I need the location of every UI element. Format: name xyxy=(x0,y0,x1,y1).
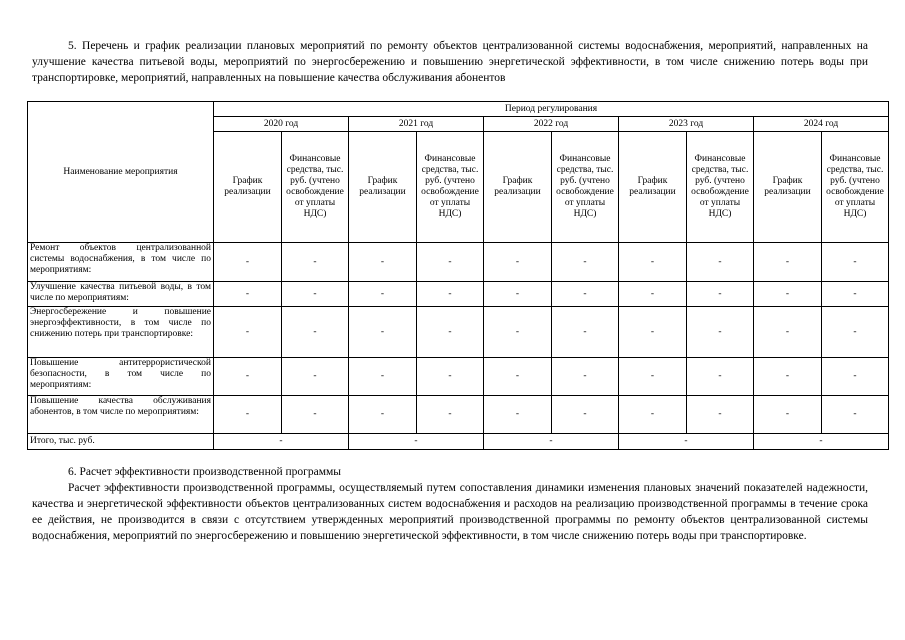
schedule-header: График реализации xyxy=(214,132,282,243)
name-column-header: Наименование мероприятия xyxy=(28,102,214,243)
table-cell: - xyxy=(349,282,417,307)
section-5-heading-text: 5. Перечень и график реализации плановых мероприятий по ремонту объектов централизованной системы водоснабжения, мероприятий, направленных на улучшение качества питьевой воды, мероприятий по энергосбережению и повышению энергетической эффективности, в том числе снижению потерь воды при транспортировке, мероприятий, направленных на повышение качества обслуживания абонентов xyxy=(32,40,868,84)
table-cell: - xyxy=(417,243,484,282)
total-cell: - xyxy=(619,434,754,450)
year-header: 2023 год xyxy=(619,117,754,132)
activity-name: Повышение антитеррористической безопасности, в том числе по мероприятиям: xyxy=(28,358,214,396)
table-cell: - xyxy=(687,396,754,434)
total-cell: - xyxy=(484,434,619,450)
table-cell: - xyxy=(619,243,687,282)
funds-header: Финансовые средства, тыс. руб. (учтено освобождение от уплаты НДС) xyxy=(552,132,619,243)
table-cell: - xyxy=(417,396,484,434)
table-cell: - xyxy=(282,307,349,358)
activity-name: Повышение качества обслуживания абонентов, в том числе по мероприятиям: xyxy=(28,396,214,434)
table-cell: - xyxy=(822,307,889,358)
table-cell: - xyxy=(282,243,349,282)
schedule-header: График реализации xyxy=(754,132,822,243)
table-row xyxy=(28,282,889,307)
total-label: Итого, тыс. руб. xyxy=(28,434,214,450)
section-5-heading xyxy=(32,38,868,86)
table-cell: - xyxy=(484,396,552,434)
table-cell: - xyxy=(619,396,687,434)
table-cell: - xyxy=(282,282,349,307)
table-cell: - xyxy=(484,358,552,396)
total-row xyxy=(28,434,889,450)
table-cell: - xyxy=(822,358,889,396)
table-cell: - xyxy=(417,307,484,358)
table-cell: - xyxy=(349,358,417,396)
table-cell: - xyxy=(552,307,619,358)
table-cell: - xyxy=(822,396,889,434)
period-header: Период регулирования xyxy=(214,102,889,117)
table-cell: - xyxy=(349,396,417,434)
total-cell: - xyxy=(754,434,889,450)
table-cell: - xyxy=(552,358,619,396)
table-cell: - xyxy=(822,243,889,282)
table-cell: - xyxy=(214,243,282,282)
year-header: 2021 год xyxy=(349,117,484,132)
table-cell: - xyxy=(214,358,282,396)
table-cell: - xyxy=(619,307,687,358)
table-cell: - xyxy=(349,243,417,282)
table-cell: - xyxy=(687,307,754,358)
funds-header: Финансовые средства, тыс. руб. (учтено освобождение от уплаты НДС) xyxy=(282,132,349,243)
table-cell: - xyxy=(214,282,282,307)
activities-schedule-table xyxy=(27,101,889,450)
section-6-text-body: Расчет эффективности производственной программы, осуществляемый путем сопоставления динамики изменения плановых значений показателей надежности, качества и энергетической эффективности объектов централизованных систем водоснабжения и расходов на реализацию производственной программы в течение срока ее действия, не производится в связи с отсутствием утвержденных мероприятий производственной программы по ремонту объектов централизованной системы водоснабжения, мероприятий по энергосбережению и повышению энергетической эффективности, в том числе снижению потерь воды при транспортировке. xyxy=(32,482,868,542)
funds-header: Финансовые средства, тыс. руб. (учтено освобождение от уплаты НДС) xyxy=(417,132,484,243)
funds-header: Финансовые средства, тыс. руб. (учтено освобождение от уплаты НДС) xyxy=(687,132,754,243)
year-header: 2024 год xyxy=(754,117,889,132)
table-cell: - xyxy=(552,243,619,282)
section-6-heading: 6. Расчет эффективности производственной программы xyxy=(68,466,342,478)
table-cell: - xyxy=(214,396,282,434)
table-cell: - xyxy=(754,307,822,358)
table-cell: - xyxy=(619,358,687,396)
table-row xyxy=(28,396,889,434)
schedule-header: График реализации xyxy=(349,132,417,243)
table-cell: - xyxy=(552,282,619,307)
total-cell: - xyxy=(349,434,484,450)
table-cell: - xyxy=(214,307,282,358)
table-cell: - xyxy=(484,307,552,358)
section-6-text xyxy=(32,480,868,544)
table-cell: - xyxy=(417,358,484,396)
table-cell: - xyxy=(282,396,349,434)
table-row xyxy=(28,358,889,396)
year-header: 2020 год xyxy=(214,117,349,132)
table-cell: - xyxy=(349,307,417,358)
activity-name: Улучшение качества питьевой воды, в том числе по мероприятиям: xyxy=(28,282,214,307)
table-cell: - xyxy=(687,243,754,282)
table-cell: - xyxy=(282,358,349,396)
table-cell: - xyxy=(754,396,822,434)
table-cell: - xyxy=(754,243,822,282)
table-cell: - xyxy=(687,282,754,307)
table-cell: - xyxy=(619,282,687,307)
table-header xyxy=(28,102,889,243)
activity-name: Ремонт объектов централизованной системы водоснабжения, в том числе по мероприятиям: xyxy=(28,243,214,282)
total-cell: - xyxy=(214,434,349,450)
table-cell: - xyxy=(754,358,822,396)
table-cell: - xyxy=(417,282,484,307)
table-cell: - xyxy=(754,282,822,307)
table-cell: - xyxy=(687,358,754,396)
schedule-header: График реализации xyxy=(619,132,687,243)
table-row xyxy=(28,307,889,358)
year-header: 2022 год xyxy=(484,117,619,132)
table-cell: - xyxy=(484,282,552,307)
table-row xyxy=(28,243,889,282)
table-cell: - xyxy=(552,396,619,434)
table-cell: - xyxy=(484,243,552,282)
schedule-header: График реализации xyxy=(484,132,552,243)
table-body xyxy=(28,243,889,450)
table-cell: - xyxy=(822,282,889,307)
funds-header: Финансовые средства, тыс. руб. (учтено освобождение от уплаты НДС) xyxy=(822,132,889,243)
activity-name: Энергосбережение и повышение энергоэффективности, в том числе по снижению потерь при транспортировке: xyxy=(28,307,214,358)
